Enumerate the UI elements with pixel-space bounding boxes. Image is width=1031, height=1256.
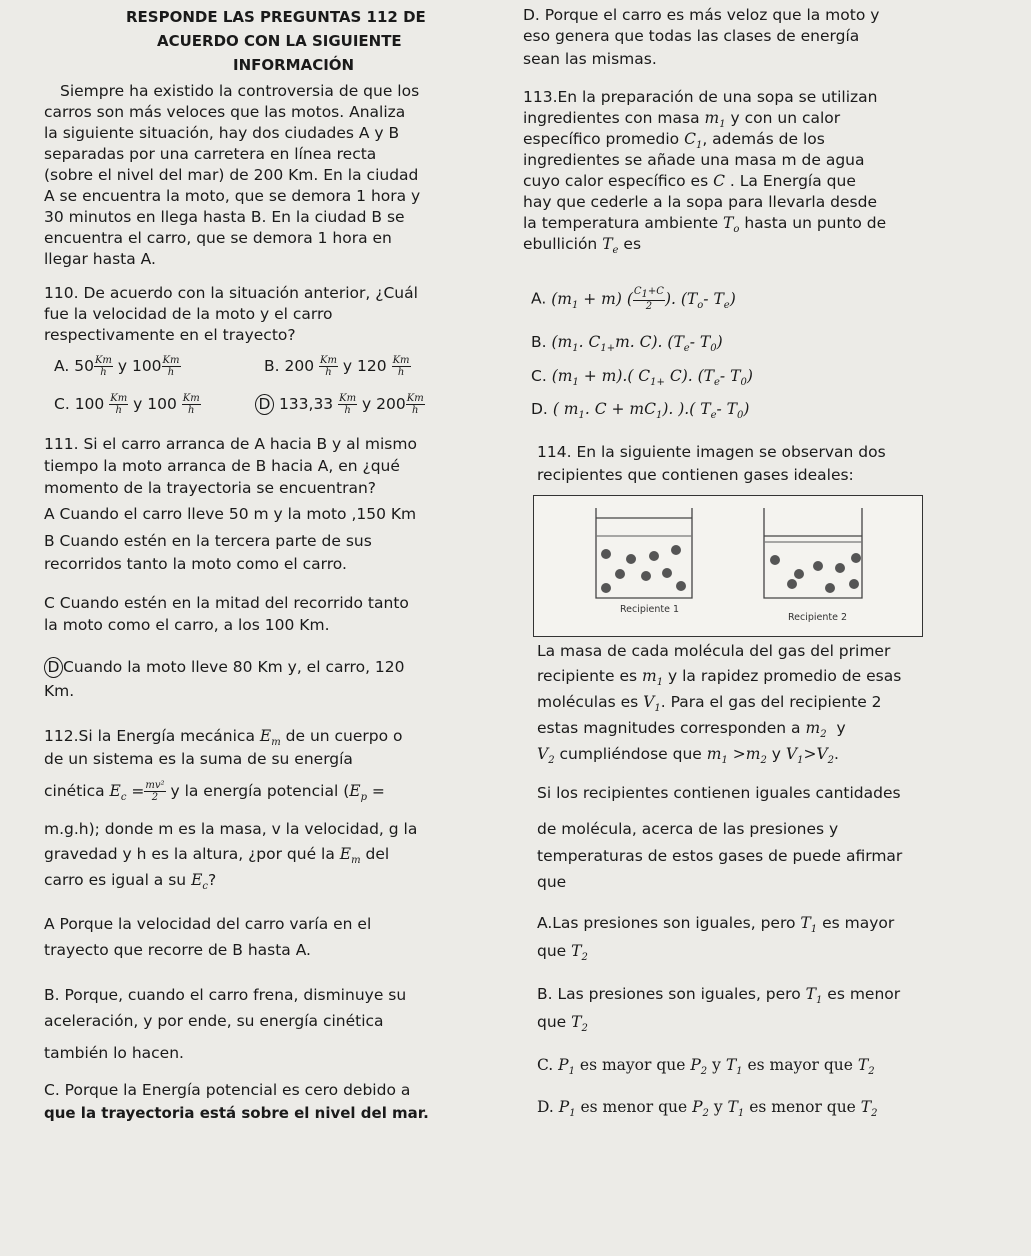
q112-line: carro es igual a su $E_c$? (44, 871, 217, 893)
q110-option-c[interactable]: C. 100 $\frac{Km}{h}$ y 100 $\frac{Km}{h}$ (54, 393, 200, 416)
q110-stem: fue la velocidad de la moto y el carro (44, 305, 333, 323)
selected-answer-circle: D (44, 657, 63, 678)
q111-option-d[interactable]: D Cuando la moto lleve 80 Km y, el carro, 120 (44, 656, 405, 679)
q110-stem: 110. De acuerdo con la situación anterior, ¿Cuál (44, 284, 418, 302)
q112-option-a[interactable]: A Porque la velocidad del carro varía en el (44, 915, 372, 933)
q112-option-c[interactable]: C. Porque la Energía potencial es cero debido a (44, 1081, 411, 1099)
q113-line: ingredientes con masa $m_1$ y con un calor (523, 109, 841, 131)
q113-line: ebullición $T_e$ es (523, 235, 642, 257)
q112-line: m.g.h); donde m es la masa, v la velocidad, g la (44, 820, 418, 838)
q114-line: La masa de cada molécula del gas del primer (537, 642, 891, 660)
q114-option-d[interactable]: D. $P_1$ es menor que $P_2$ y $T_1$ es menor que $T_2$ (537, 1098, 878, 1120)
containers-illustration (534, 496, 922, 636)
gas-containers-figure (533, 495, 923, 637)
q114-stem: recipientes que contienen gases ideales: (537, 466, 854, 484)
molecules-2 (770, 553, 861, 593)
info-line: encuentra el carro, que se demora 1 hora en (44, 229, 392, 247)
q114-option-a-cont: que $T_2$ (537, 942, 588, 964)
q112-option-b-cont: también lo hacen. (44, 1044, 184, 1062)
q111-option-c-cont: la moto como el carro, a los 100 Km. (44, 616, 330, 634)
header-title-3: INFORMACIÓN (233, 56, 355, 74)
q113-line: ingredientes se añade una masa m de agua (523, 151, 865, 169)
q113-option-d[interactable]: D. ( $m_1$. $C + mC_1$). ).( $T_e-$ $T_0$) (531, 400, 750, 422)
q112-option-d[interactable]: D. Porque el carro es más veloz que la moto y (523, 6, 880, 24)
q113-line: hay que cederle a la sopa para llevarla desde (523, 193, 877, 211)
q110-stem: respectivamente en el trayecto? (44, 326, 296, 344)
q113-line: específico promedio $C_1$, además de los (523, 130, 825, 152)
info-line: (sobre el nivel del mar) de 200 Km. En la ciudad (44, 166, 419, 184)
header-title-2: ACUERDO CON LA SIGUIENTE (157, 32, 402, 50)
q112-option-b[interactable]: B. Porque, cuando el carro frena, disminuye su (44, 986, 407, 1004)
q111-option-b[interactable]: B Cuando estén en la tercera parte de sus (44, 532, 372, 550)
info-line: la siguiente situación, hay dos ciudades A y B (44, 124, 400, 142)
q112-option-a-cont: trayecto que recorre de B hasta A. (44, 941, 311, 959)
q114-line: $V_2$ cumpliéndose que $m_1 >m_2$ y $V_1>V_2$. (537, 745, 839, 767)
q110-option-d[interactable]: D 133,33 $\frac{Km}{h}$ y 200 $\frac{Km}{h}$ (255, 393, 425, 416)
q110-option-a[interactable]: A. 50 $\frac{Km}{h}$ y 100 $\frac{Km}{h}$ (54, 355, 180, 378)
q114-line: recipiente es $m_1$ y la rapidez promedio de esas (537, 667, 902, 689)
q113-option-a[interactable]: A. $(m_1 + m)$ ( $\frac{C_1+C}{2}$ ). ($T_o-$ $T_e$) (531, 286, 736, 312)
q113-line: la temperatura ambiente $T_o$ hasta un punto de (523, 214, 887, 236)
q112-option-d-cont: sean las mismas. (523, 50, 657, 68)
q114-line: temperaturas de estos gases de puede afirmar (537, 847, 903, 865)
info-line: 30 minutos en llega hasta B. En la ciudad B se (44, 208, 405, 226)
q112-option-b-cont: aceleración, y por ende, su energía cinética (44, 1012, 384, 1030)
q112-option-c-cont: que la trayectoria está sobre el nivel del mar. (44, 1104, 429, 1122)
q114-line: Si los recipientes contienen iguales cantidades (537, 784, 901, 802)
q114-option-b[interactable]: B. Las presiones son iguales, pero $T_1$ es menor (537, 985, 901, 1007)
q114-line: que (537, 873, 567, 891)
q111-option-a[interactable]: A Cuando el carro lleve 50 m y la moto ,150 Km (44, 505, 417, 523)
q112-line: 112.Si la Energía mecánica $E_m$ de un cuerpo o (44, 727, 403, 749)
info-line: Siempre ha existido la controversia de que los (60, 82, 420, 100)
q111-stem: momento de la trayectoria se encuentran? (44, 479, 377, 497)
q112-option-d-cont: eso genera que todas las clases de energía (523, 27, 860, 45)
q113-option-c[interactable]: C. $(m_1 + m)$.( $C_{1+}$ C). ($T_e-$ $T_0$) (531, 367, 753, 389)
q111-option-d-cont: Km. (44, 682, 75, 700)
q114-stem: 114. En la siguiente imagen se observan dos (537, 443, 886, 461)
q114-option-c[interactable]: C. $P_1$ es mayor que $P_2$ y $T_1$ es mayor que $T_2$ (537, 1056, 875, 1078)
q114-line: moléculas es $V_1$. Para el gas del recipiente 2 (537, 693, 882, 715)
q111-option-c[interactable]: C Cuando estén en la mitad del recorrido tanto (44, 594, 409, 612)
molecules-1 (601, 545, 686, 593)
selected-answer-circle: D (255, 394, 274, 415)
info-line: A se encuentra la moto, que se demora 1 hora y (44, 187, 421, 205)
q111-stem: 111. Si el carro arranca de A hacia B y al mismo (44, 435, 417, 453)
info-line: separadas por una carretera en línea recta (44, 145, 377, 163)
recipient-1-label: Recipiente 1 (620, 604, 680, 615)
q114-line: estas magnitudes corresponden a $m_2$ y (537, 719, 846, 741)
q111-option-b-cont: recorridos tanto la moto como el carro. (44, 555, 347, 573)
recipient-2-label: Recipiente 2 (788, 612, 848, 623)
q114-line: de molécula, acerca de las presiones y (537, 820, 839, 838)
q113-line: 113.En la preparación de una sopa se utilizan (523, 88, 878, 106)
q113-line: cuyo calor específico es C . La Energía que (523, 172, 856, 190)
recipient-2 (764, 508, 862, 598)
info-line: llegar hasta A. (44, 250, 156, 268)
q114-option-a[interactable]: A.Las presiones son iguales, pero $T_1$ es mayor (537, 914, 895, 936)
header-title-1: RESPONDE LAS PREGUNTAS 112 DE (126, 8, 426, 26)
q111-stem: tiempo la moto arranca de B hacia A, en ¿qué (44, 457, 400, 475)
q114-option-b-cont: que $T_2$ (537, 1013, 588, 1035)
q112-line: de un sistema es la suma de su energía (44, 750, 353, 768)
info-line: carros son más veloces que las motos. Analiza (44, 103, 406, 121)
q110-option-b[interactable]: B. 200 $\frac{Km}{h}$ y 120 $\frac{Km}{h}$ (264, 355, 410, 378)
q113-option-b[interactable]: B. ($m_1$. $C_{1+}m$. C). ($T_e-$ $T_0$) (531, 333, 723, 355)
q112-line: cinética $E_c$ = $\frac{\text{mv²}}{2}$ y la energía potencial ($E_p$ = (44, 780, 385, 804)
q112-line: gravedad y h es la altura, ¿por qué la $E_m$ del (44, 845, 390, 867)
